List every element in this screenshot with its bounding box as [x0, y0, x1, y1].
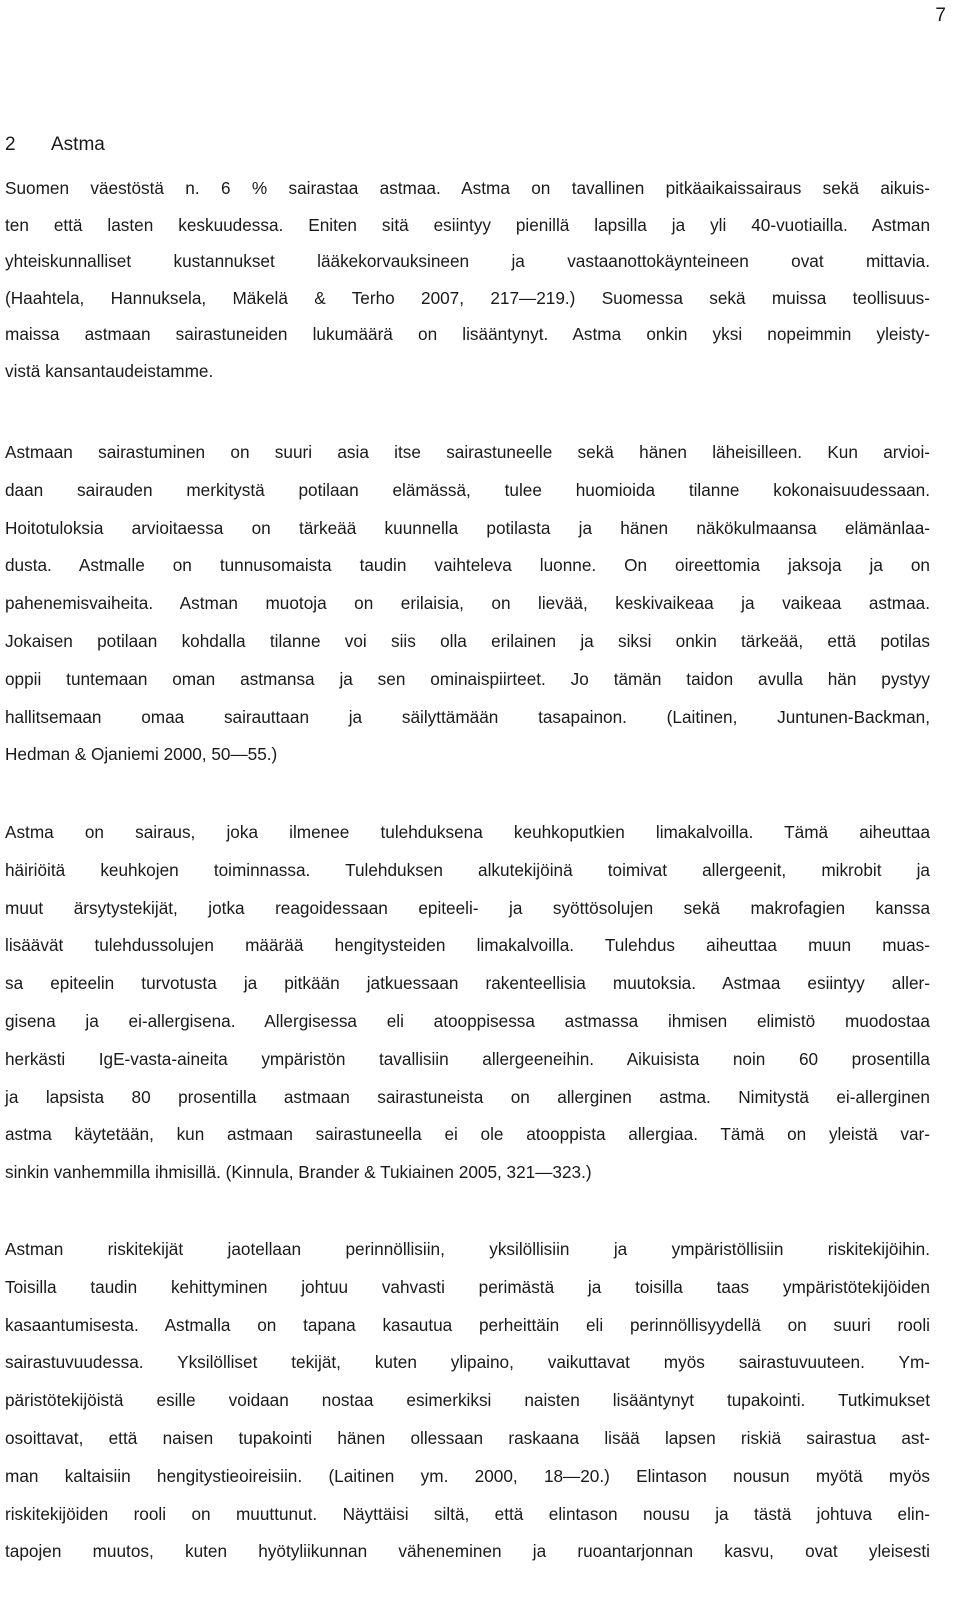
text-line: daan sairauden merkitystä potilaan elämässä, tulee huomioida tilanne kokonaisuudessaan. [5, 479, 930, 500]
text-line: tapojen muutos, kuten hyötyliikunnan väheneminen ja ruoantarjonnan kasvu, ovat yleisesti [5, 1541, 930, 1562]
text-line: gisena ja ei-allergisena. Allergisessa eli atooppisessa astmassa ihmisen elimistö muodostaa [5, 1010, 930, 1031]
text-line: riskitekijöiden rooli on muuttunut. Näyttäisi siltä, että elintason nousu ja tästä johtuva elin- [5, 1503, 930, 1524]
text-line: osoittavat, että naisen tupakointi hänen ollessaan raskaana lisää lapsen riskiä sairastua ast- [5, 1427, 930, 1448]
paragraph-1 [5, 170, 930, 389]
page-number: 7 [935, 5, 946, 26]
text-line: sinkin vanhemmilla ihmisillä. (Kinnula, Brander & Tukiainen 2005, 321—323.) [5, 1162, 592, 1183]
text-line: ten että lasten keskuudessa. Eniten sitä esiintyy pienillä lapsilla ja yli 40-vuotiailla. Astman [5, 214, 930, 235]
paragraph-2 [5, 434, 930, 774]
text-line: astma käytetään, kun astmaan sairastuneella ei ole atooppista allergiaa. Tämä on yleistä var- [5, 1124, 930, 1145]
paragraph-4 [5, 1231, 930, 1571]
text-line: Jokaisen potilaan kohdalla tilanne voi siis olla erilainen ja siksi onkin tärkeää, että potilas [5, 630, 930, 651]
text-line: yhteiskunnalliset kustannukset lääkekorvauksineen ja vastaanottokäynteineen ovat mittavia. [5, 251, 930, 271]
text-line: hallitsemaan omaa sairauttaan ja säilyttämään tasapainon. (Laitinen, Juntunen-Backman, [5, 706, 930, 727]
text-line: päristötekijöistä esille voidaan nostaa esimerkiksi naisten lisääntynyt tupakointi. Tutkimukset [5, 1390, 930, 1411]
text-line: Astma on sairaus, joka ilmenee tulehduksena keuhkoputkien limakalvoilla. Tämä aiheuttaa [5, 822, 930, 842]
text-line: Suomen väestöstä n. 6 % sairastaa astmaa. Astma on tavallinen pitkäaikaissairaus sekä aikuis- [5, 178, 930, 198]
section-number: 2 [5, 134, 16, 155]
text-line: Astmaan sairastuminen on suuri asia itse sairastuneelle sekä hänen läheisilleen. Kun arvioi- [5, 442, 930, 462]
text-line: pahenemisvaiheita. Astman muotoja on erilaisia, on lievää, keskivaikeaa ja vaikeaa astmaa. [5, 593, 930, 614]
text-line: häiriöitä keuhkojen toiminnassa. Tulehduksen alkutekijöinä toimivat allergeenit, mikrobit ja [5, 859, 930, 880]
section-heading [5, 134, 105, 156]
text-line: (Haahtela, Hannuksela, Mäkelä & Terho 2007, 217—219.) Suomessa sekä muissa teollisuus- [5, 287, 930, 308]
text-line: Toisilla taudin kehittyminen johtuu vahvasti perimästä ja toisilla taas ympäristötekijöiden [5, 1276, 930, 1297]
text-line: Astman riskitekijät jaotellaan perinnöllisiin, yksilöllisiin ja ympäristöllisiin riskitekijöihin. [5, 1239, 930, 1259]
text-line: dusta. Astmalle on tunnusomaista taudin vaihteleva luonne. On oireettomia jaksoja ja on [5, 555, 930, 576]
text-line: maissa astmaan sairastuneiden lukumäärä on lisääntynyt. Astma onkin yksi nopeimmin yleisty- [5, 324, 930, 344]
text-line: Hoitotuloksia arvioitaessa on tärkeää kuunnella potilasta ja hänen näkökulmaansa elämänlaa- [5, 517, 930, 538]
text-line: kasaantumisesta. Astmalla on tapana kasautua perheittäin eli perinnöllisyydellä on suuri rooli [5, 1314, 930, 1335]
text-line: sairastuvuudessa. Yksilölliset tekijät, kuten ylipaino, vaikuttavat myös sairastuvuuteen. Ym- [5, 1352, 930, 1373]
text-line: man kaltaisiin hengitystieoireisiin. (Laitinen ym. 2000, 18—20.) Elintason nousun myötä myös [5, 1465, 930, 1486]
text-line: vistä kansantaudeistamme. [5, 360, 214, 381]
text-line: herkästi IgE-vasta-aineita ympäristön tavallisiin allergeeneihin. Aikuisista noin 60 prosentilla [5, 1048, 930, 1069]
text-line: sa epiteelin turvotusta ja pitkään jatkuessaan rakenteellisia muutoksia. Astmaa esiintyy aller- [5, 973, 930, 994]
text-line: Hedman & Ojaniemi 2000, 50—55.) [5, 744, 278, 765]
paragraph-3 [5, 814, 930, 1192]
text-line: lisäävät tulehdussolujen määrää hengitysteiden limakalvoilla. Tulehdus aiheuttaa muun muas- [5, 935, 930, 956]
text-line: ja lapsista 80 prosentilla astmaan sairastuneista on allerginen astma. Nimitystä ei-allerginen [5, 1086, 930, 1107]
section-title: Astma [51, 134, 105, 155]
text-line: muut ärsytystekijät, jotka reagoidessaan epiteeli- ja syöttösolujen sekä makrofagien kanssa [5, 897, 930, 918]
text-line: oppii tuntemaan oman astmansa ja sen ominaispiirteet. Jo tämän taidon avulla hän pystyy [5, 668, 930, 689]
